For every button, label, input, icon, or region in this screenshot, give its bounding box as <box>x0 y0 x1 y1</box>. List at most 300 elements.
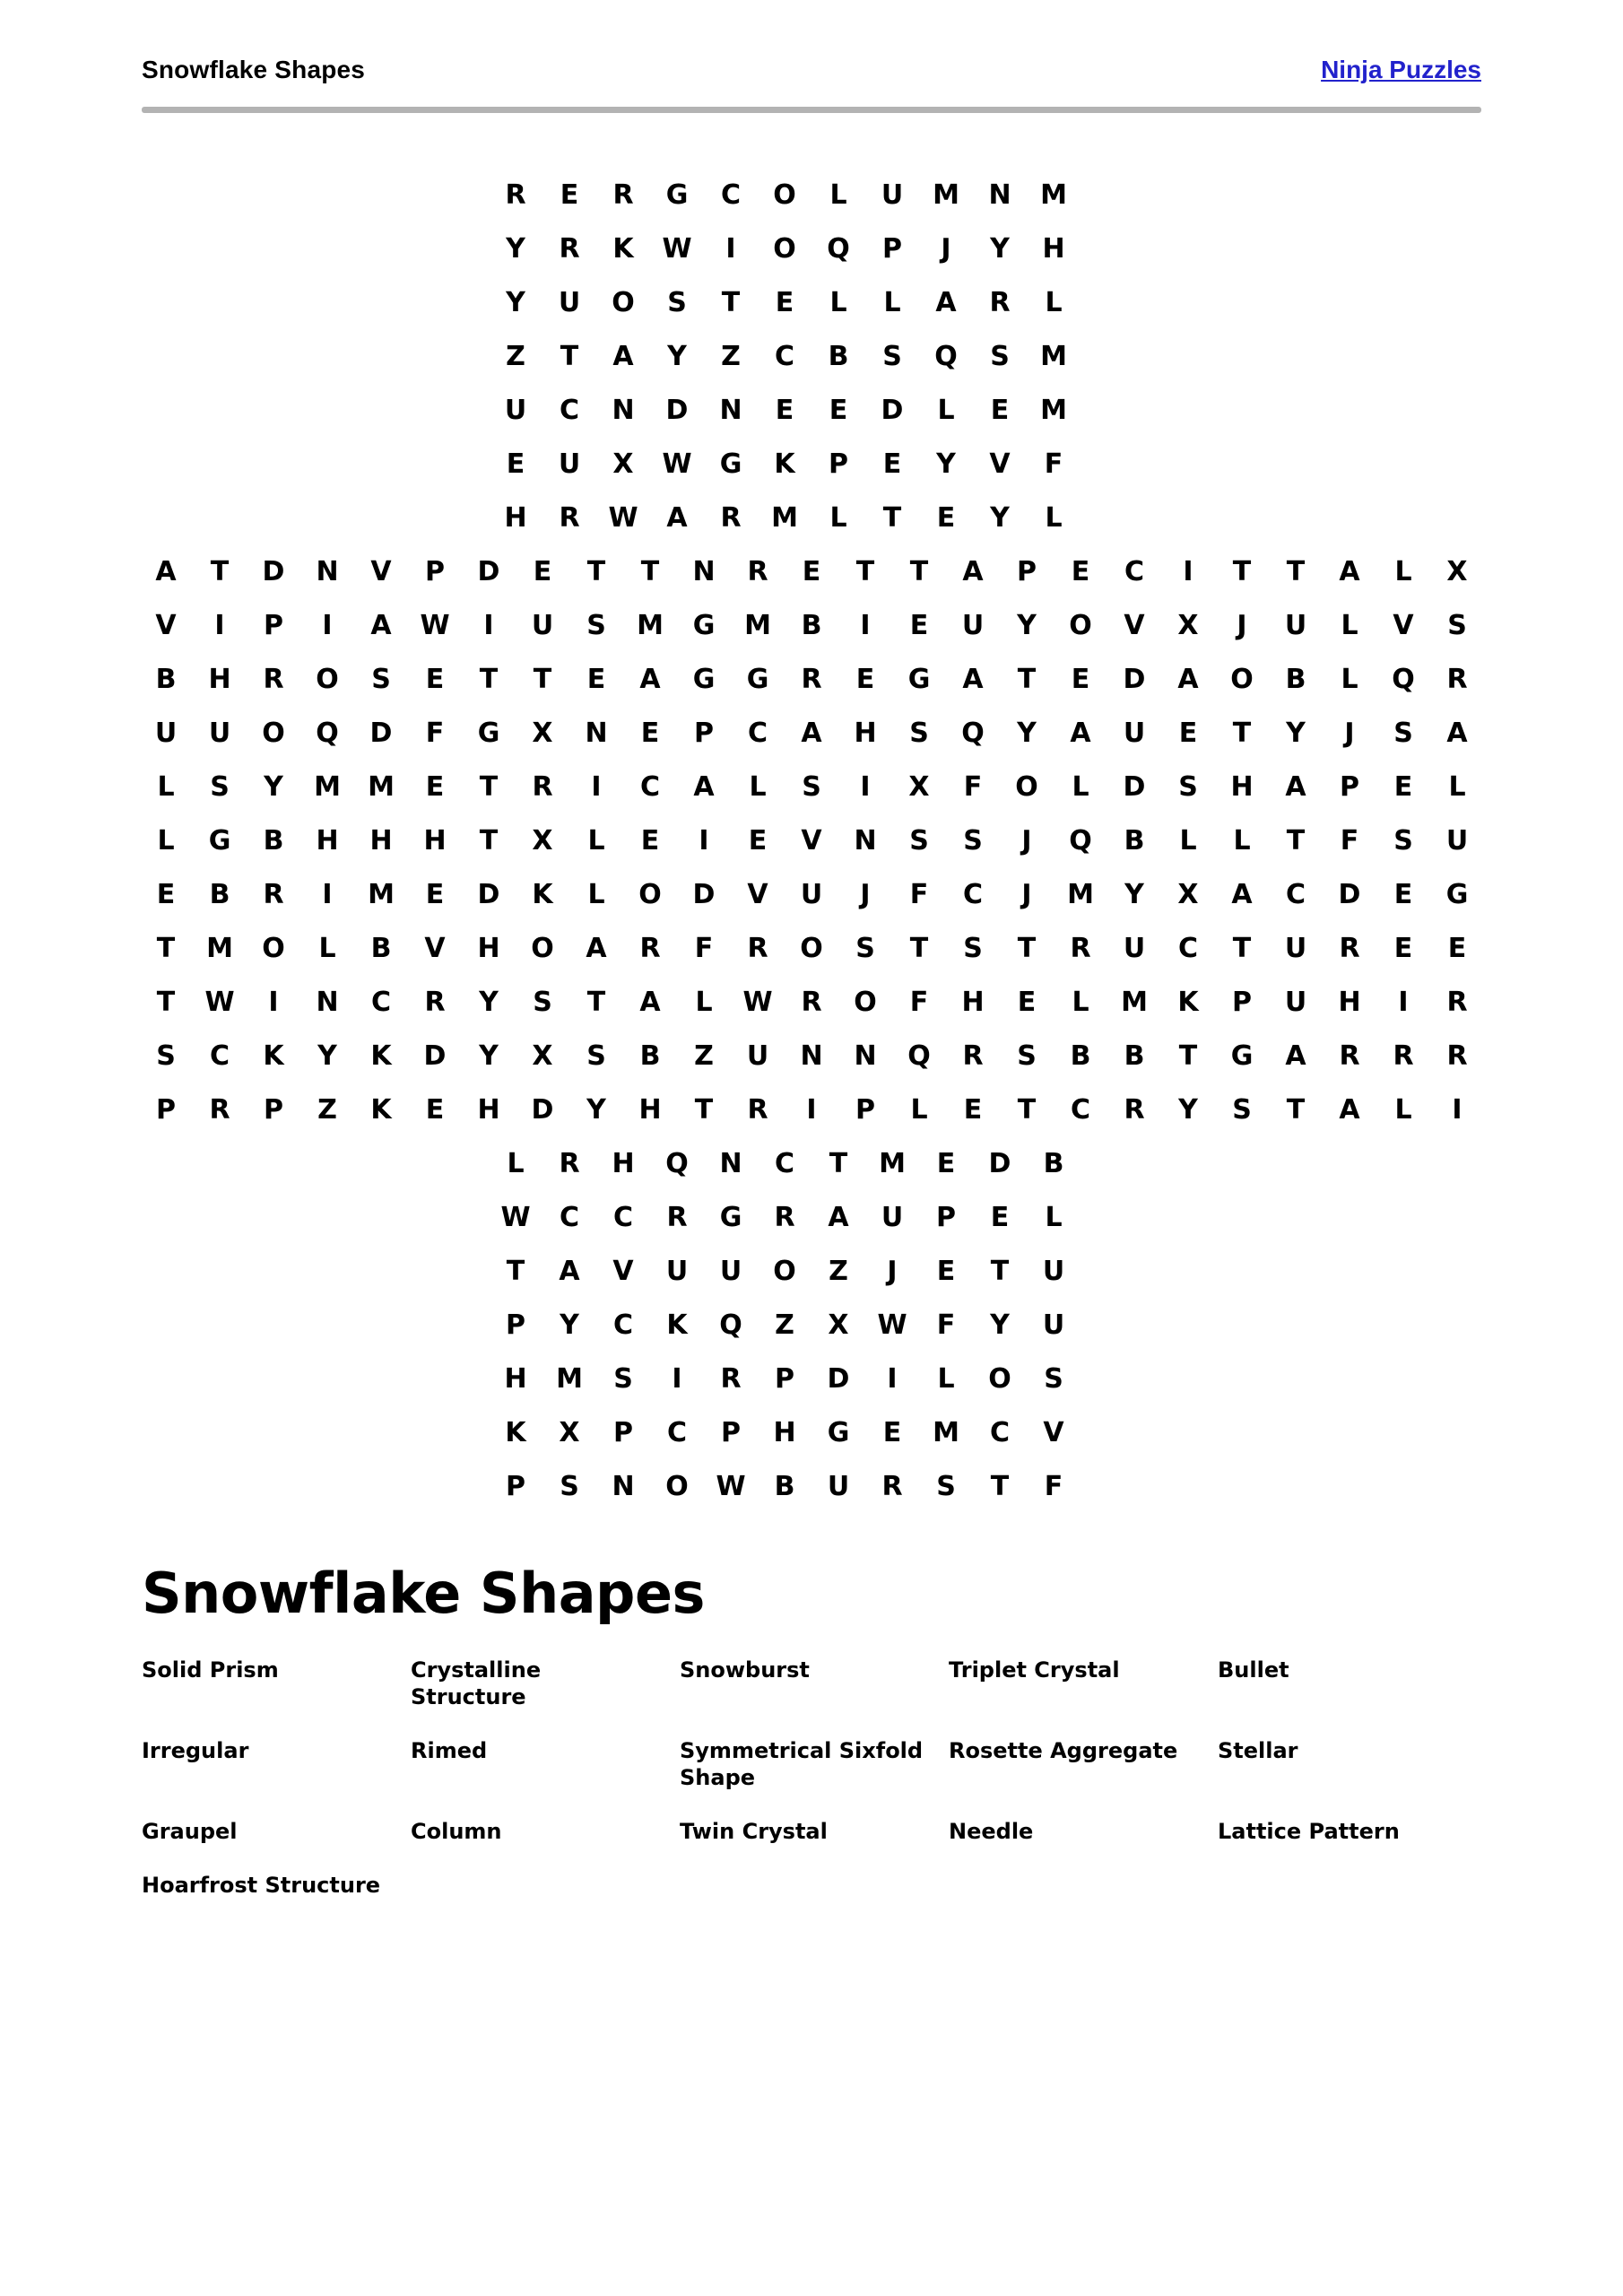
grid-cell[interactable]: E <box>990 395 1010 426</box>
grid-cell[interactable]: F <box>425 718 445 749</box>
grid-cell[interactable]: N <box>719 1148 742 1179</box>
grid-cell[interactable]: R <box>989 287 1011 318</box>
grid-cell[interactable]: G <box>907 664 931 695</box>
grid-cell[interactable]: W <box>500 1202 531 1233</box>
grid-cell[interactable]: E <box>1178 718 1198 749</box>
grid-cell[interactable]: T <box>533 664 552 695</box>
grid-cell[interactable]: S <box>909 825 929 857</box>
grid-cell[interactable]: P <box>721 1417 741 1448</box>
grid-cell[interactable]: Y <box>1124 879 1144 910</box>
grid-cell[interactable]: S <box>1393 825 1413 857</box>
grid-cell[interactable]: K <box>370 1040 392 1072</box>
grid-cell[interactable]: A <box>639 987 661 1018</box>
grid-cell[interactable]: T <box>156 933 176 964</box>
grid-cell[interactable]: Z <box>775 1309 794 1341</box>
grid-cell[interactable]: E <box>533 556 552 587</box>
grid-cell[interactable]: D <box>477 556 500 587</box>
grid-cell[interactable]: T <box>721 287 741 318</box>
grid-cell[interactable]: A <box>639 664 661 695</box>
grid-cell[interactable]: L <box>507 1148 525 1179</box>
grid-cell[interactable]: A <box>1339 1094 1360 1126</box>
grid-cell[interactable]: S <box>882 341 902 372</box>
grid-cell[interactable]: L <box>587 879 605 910</box>
grid-cell[interactable]: G <box>692 664 716 695</box>
grid-cell[interactable]: Y <box>506 287 525 318</box>
grid-cell[interactable]: S <box>371 664 391 695</box>
grid-cell[interactable]: S <box>802 771 821 803</box>
grid-cell[interactable]: V <box>424 933 446 964</box>
grid-cell[interactable]: M <box>771 502 798 534</box>
grid-cell[interactable]: B <box>828 341 849 372</box>
grid-cell[interactable]: R <box>1339 933 1360 964</box>
grid-cell[interactable]: C <box>1177 933 1199 964</box>
grid-cell[interactable]: C <box>1070 1094 1091 1126</box>
grid-cell[interactable]: H <box>773 1417 796 1448</box>
grid-cell[interactable]: D <box>262 556 285 587</box>
grid-cell[interactable]: E <box>1017 987 1037 1018</box>
grid-cell[interactable]: J <box>1021 879 1032 910</box>
grid-cell[interactable]: X <box>559 1417 580 1448</box>
grid-cell[interactable]: N <box>692 556 716 587</box>
grid-cell[interactable]: V <box>1393 610 1414 641</box>
grid-cell[interactable]: I <box>1398 987 1409 1018</box>
grid-cell[interactable]: Y <box>506 233 525 265</box>
grid-cell[interactable]: M <box>368 771 395 803</box>
grid-cell[interactable]: T <box>1178 1040 1198 1072</box>
grid-cell[interactable]: E <box>936 1256 956 1287</box>
grid-cell[interactable]: U <box>208 718 231 749</box>
grid-cell[interactable]: K <box>774 448 795 480</box>
grid-cell[interactable]: W <box>662 233 692 265</box>
grid-cell[interactable]: R <box>1070 933 1091 964</box>
grid-cell[interactable]: T <box>560 341 579 372</box>
grid-cell[interactable]: Y <box>1286 718 1306 749</box>
grid-cell[interactable]: U <box>1042 1309 1065 1341</box>
grid-cell[interactable]: R <box>559 233 580 265</box>
grid-cell[interactable]: R <box>1446 1040 1468 1072</box>
grid-cell[interactable]: T <box>210 556 230 587</box>
grid-cell[interactable]: Y <box>1178 1094 1198 1126</box>
grid-cell[interactable]: E <box>936 502 956 534</box>
grid-cell[interactable]: I <box>806 1094 817 1126</box>
grid-cell[interactable]: O <box>1230 664 1254 695</box>
grid-cell[interactable]: U <box>881 1202 904 1233</box>
grid-cell[interactable]: L <box>1341 610 1358 641</box>
grid-cell[interactable]: O <box>1015 771 1038 803</box>
grid-cell[interactable]: L <box>910 1094 928 1126</box>
grid-cell[interactable]: U <box>1123 718 1146 749</box>
grid-cell[interactable]: M <box>1040 341 1067 372</box>
grid-cell[interactable]: M <box>1121 987 1148 1018</box>
grid-cell[interactable]: M <box>1040 179 1067 211</box>
grid-cell[interactable]: E <box>1071 556 1090 587</box>
grid-cell[interactable]: O <box>262 718 285 749</box>
grid-cell[interactable]: C <box>1124 556 1145 587</box>
grid-cell[interactable]: S <box>613 1363 633 1395</box>
grid-cell[interactable]: R <box>774 1202 795 1233</box>
grid-cell[interactable]: X <box>612 448 634 480</box>
grid-cell[interactable]: J <box>1021 825 1032 857</box>
grid-cell[interactable]: U <box>746 1040 769 1072</box>
grid-cell[interactable]: E <box>748 825 768 857</box>
grid-cell[interactable]: Y <box>990 233 1010 265</box>
grid-cell[interactable]: U <box>504 395 527 426</box>
grid-cell[interactable]: R <box>962 1040 984 1072</box>
word-list-item[interactable]: Rimed <box>411 1738 488 1763</box>
word-list-item[interactable]: Solid Prism <box>142 1657 279 1683</box>
grid-cell[interactable]: L <box>1045 1202 1063 1233</box>
grid-cell[interactable]: A <box>1446 718 1468 749</box>
grid-cell[interactable]: M <box>744 610 771 641</box>
grid-cell[interactable]: N <box>612 1471 635 1502</box>
grid-cell[interactable]: S <box>990 341 1010 372</box>
grid-cell[interactable]: A <box>1285 771 1306 803</box>
grid-cell[interactable]: U <box>1284 610 1307 641</box>
grid-cell[interactable]: W <box>204 987 235 1018</box>
grid-cell[interactable]: H <box>316 825 339 857</box>
grid-cell[interactable]: U <box>1445 825 1469 857</box>
word-list-item[interactable]: Rosette Aggregate <box>949 1738 1178 1763</box>
grid-cell[interactable]: Q <box>316 718 339 749</box>
grid-cell[interactable]: H <box>477 1094 500 1126</box>
word-list-item[interactable]: Twin Crystal <box>680 1819 828 1844</box>
word-list-item[interactable]: Crystalline Structure <box>411 1657 542 1709</box>
grid-cell[interactable]: L <box>1045 287 1063 318</box>
grid-cell[interactable]: E <box>586 664 606 695</box>
grid-cell[interactable]: C <box>559 395 580 426</box>
grid-cell[interactable]: F <box>963 771 983 803</box>
grid-cell[interactable]: K <box>1177 987 1199 1018</box>
word-list-item[interactable]: Graupel <box>142 1819 238 1844</box>
grid-cell[interactable]: T <box>506 1256 525 1287</box>
grid-cell[interactable]: I <box>860 610 871 641</box>
grid-cell[interactable]: B <box>774 1471 795 1502</box>
grid-cell[interactable]: V <box>1043 1417 1064 1448</box>
grid-cell[interactable]: P <box>613 1417 633 1448</box>
grid-cell[interactable]: O <box>773 1256 796 1287</box>
grid-cell[interactable]: A <box>612 341 634 372</box>
grid-cell[interactable]: A <box>155 556 177 587</box>
grid-cell[interactable]: W <box>608 502 638 534</box>
grid-cell[interactable]: T <box>640 556 660 587</box>
grid-cell[interactable]: G <box>1445 879 1469 910</box>
grid-cell[interactable]: Y <box>1017 610 1037 641</box>
grid-cell[interactable]: L <box>937 395 955 426</box>
grid-cell[interactable]: D <box>369 718 393 749</box>
grid-cell[interactable]: H <box>369 825 393 857</box>
grid-cell[interactable]: P <box>506 1471 525 1502</box>
grid-cell[interactable]: G <box>692 610 716 641</box>
grid-cell[interactable]: L <box>829 287 847 318</box>
grid-cell[interactable]: C <box>559 1202 580 1233</box>
grid-cell[interactable]: I <box>322 879 333 910</box>
grid-cell[interactable]: K <box>263 1040 284 1072</box>
grid-cell[interactable]: S <box>1393 718 1413 749</box>
grid-cell[interactable]: G <box>208 825 231 857</box>
grid-cell[interactable]: P <box>156 1094 176 1126</box>
grid-cell[interactable]: N <box>612 395 635 426</box>
grid-cell[interactable]: Q <box>1392 664 1415 695</box>
grid-cell[interactable]: H <box>504 1363 527 1395</box>
grid-cell[interactable]: H <box>612 1148 635 1179</box>
grid-cell[interactable]: G <box>665 179 689 211</box>
grid-cell[interactable]: D <box>881 395 904 426</box>
grid-cell[interactable]: A <box>935 287 957 318</box>
grid-cell[interactable]: T <box>1017 933 1037 964</box>
grid-cell[interactable]: E <box>882 448 902 480</box>
grid-cell[interactable]: C <box>1285 879 1306 910</box>
grid-cell[interactable]: O <box>531 933 554 964</box>
grid-cell[interactable]: L <box>1072 987 1089 1018</box>
grid-cell[interactable]: P <box>506 1309 525 1341</box>
grid-cell[interactable]: L <box>1394 1094 1412 1126</box>
grid-cell[interactable]: S <box>533 987 552 1018</box>
grid-cell[interactable]: B <box>155 664 177 695</box>
grid-cell[interactable]: H <box>854 718 877 749</box>
grid-cell[interactable]: E <box>775 395 794 426</box>
grid-cell[interactable]: E <box>425 879 445 910</box>
grid-cell[interactable]: C <box>720 179 742 211</box>
grid-cell[interactable]: A <box>1231 879 1253 910</box>
grid-cell[interactable]: G <box>719 1202 742 1233</box>
grid-cell[interactable]: R <box>747 933 768 964</box>
grid-cell[interactable]: W <box>662 448 692 480</box>
grid-cell[interactable]: A <box>828 1202 849 1233</box>
grid-cell[interactable]: I <box>268 987 279 1018</box>
grid-cell[interactable]: U <box>719 1256 742 1287</box>
grid-cell[interactable]: E <box>855 664 875 695</box>
grid-cell[interactable]: D <box>827 1363 850 1395</box>
grid-cell[interactable]: R <box>881 1471 903 1502</box>
grid-cell[interactable]: R <box>1393 1040 1414 1072</box>
grid-cell[interactable]: R <box>532 771 553 803</box>
grid-cell[interactable]: Q <box>961 718 985 749</box>
grid-cell[interactable]: L <box>1233 825 1251 857</box>
grid-cell[interactable]: M <box>933 179 959 211</box>
grid-cell[interactable]: D <box>665 395 689 426</box>
grid-cell[interactable]: U <box>1042 1256 1065 1287</box>
grid-cell[interactable]: W <box>877 1309 907 1341</box>
grid-cell[interactable]: E <box>963 1094 983 1126</box>
grid-cell[interactable]: K <box>505 1417 526 1448</box>
grid-cell[interactable]: G <box>746 664 769 695</box>
grid-cell[interactable]: G <box>719 448 742 480</box>
grid-cell[interactable]: Z <box>694 1040 714 1072</box>
grid-cell[interactable]: P <box>882 233 902 265</box>
grid-cell[interactable]: J <box>941 233 951 265</box>
grid-cell[interactable]: R <box>801 987 822 1018</box>
word-list-item[interactable]: Bullet <box>1218 1657 1289 1683</box>
grid-cell[interactable]: H <box>423 825 447 857</box>
grid-cell[interactable]: F <box>1044 1471 1063 1502</box>
grid-cell[interactable]: Q <box>1069 825 1092 857</box>
grid-cell[interactable]: S <box>586 1040 606 1072</box>
grid-cell[interactable]: H <box>208 664 231 695</box>
grid-cell[interactable]: N <box>854 1040 877 1072</box>
grid-cell[interactable]: Q <box>907 1040 931 1072</box>
grid-cell[interactable]: J <box>1237 610 1247 641</box>
grid-cell[interactable]: J <box>1344 718 1355 749</box>
grid-cell[interactable]: T <box>990 1256 1010 1287</box>
grid-cell[interactable]: Y <box>667 341 687 372</box>
grid-cell[interactable]: T <box>882 502 902 534</box>
grid-cell[interactable]: I <box>483 610 494 641</box>
grid-cell[interactable]: S <box>963 933 983 964</box>
grid-cell[interactable]: I <box>699 825 709 857</box>
grid-cell[interactable]: I <box>214 610 225 641</box>
grid-cell[interactable]: C <box>612 1309 634 1341</box>
grid-cell[interactable]: Z <box>506 341 525 372</box>
grid-cell[interactable]: V <box>370 556 392 587</box>
grid-cell[interactable]: N <box>585 718 608 749</box>
grid-cell[interactable]: U <box>1284 933 1307 964</box>
grid-cell[interactable]: T <box>1017 664 1037 695</box>
grid-cell[interactable]: U <box>881 179 904 211</box>
grid-cell[interactable]: E <box>425 664 445 695</box>
grid-cell[interactable]: O <box>773 179 796 211</box>
grid-cell[interactable]: A <box>370 610 392 641</box>
grid-cell[interactable]: C <box>774 1148 795 1179</box>
grid-cell[interactable]: M <box>314 771 341 803</box>
grid-cell[interactable]: N <box>316 987 339 1018</box>
grid-cell[interactable]: L <box>318 933 336 964</box>
grid-cell[interactable]: E <box>425 1094 445 1126</box>
grid-cell[interactable]: U <box>1123 933 1146 964</box>
grid-cell[interactable]: Q <box>665 1148 689 1179</box>
grid-cell[interactable]: S <box>1178 771 1198 803</box>
grid-cell[interactable]: C <box>209 1040 230 1072</box>
grid-cell[interactable]: B <box>209 879 230 910</box>
grid-cell[interactable]: I <box>1452 1094 1462 1126</box>
grid-cell[interactable]: V <box>1124 610 1145 641</box>
grid-cell[interactable]: U <box>827 1471 850 1502</box>
grid-cell[interactable]: V <box>612 1256 634 1287</box>
word-list-item[interactable]: Triplet Crystal <box>949 1657 1120 1683</box>
grid-cell[interactable]: A <box>962 664 984 695</box>
grid-cell[interactable]: L <box>1394 556 1412 587</box>
grid-cell[interactable]: O <box>262 933 285 964</box>
word-list-item[interactable]: Hoarfrost Structure <box>142 1873 381 1898</box>
grid-cell[interactable]: C <box>774 341 795 372</box>
grid-cell[interactable]: P <box>775 1363 794 1395</box>
grid-cell[interactable]: H <box>638 1094 662 1126</box>
grid-cell[interactable]: I <box>887 1363 898 1395</box>
grid-cell[interactable]: S <box>1044 1363 1063 1395</box>
grid-cell[interactable]: Y <box>1017 718 1037 749</box>
grid-cell[interactable]: Y <box>586 1094 606 1126</box>
grid-cell[interactable]: I <box>1183 556 1193 587</box>
grid-cell[interactable]: U <box>154 718 178 749</box>
grid-cell[interactable]: R <box>559 502 580 534</box>
grid-cell[interactable]: E <box>909 610 929 641</box>
grid-cell[interactable]: U <box>558 448 581 480</box>
grid-cell[interactable]: B <box>801 610 822 641</box>
grid-cell[interactable]: L <box>1341 664 1358 695</box>
grid-cell[interactable]: R <box>1124 1094 1145 1126</box>
grid-cell[interactable]: F <box>909 879 929 910</box>
grid-cell[interactable]: M <box>933 1417 959 1448</box>
grid-cell[interactable]: U <box>665 1256 689 1287</box>
grid-cell[interactable]: H <box>1042 233 1065 265</box>
grid-cell[interactable]: L <box>157 771 175 803</box>
grid-cell[interactable]: O <box>988 1363 1011 1395</box>
grid-cell[interactable]: E <box>1447 933 1467 964</box>
grid-cell[interactable]: B <box>1043 1148 1064 1179</box>
grid-cell[interactable]: G <box>477 718 500 749</box>
word-list-item[interactable]: Symmetrical Sixfold Shape <box>680 1738 924 1790</box>
grid-cell[interactable]: G <box>1230 1040 1254 1072</box>
grid-cell[interactable]: X <box>1177 610 1199 641</box>
grid-cell[interactable]: L <box>937 1363 955 1395</box>
grid-cell[interactable]: E <box>1393 933 1413 964</box>
grid-cell[interactable]: T <box>479 825 499 857</box>
grid-cell[interactable]: K <box>666 1309 688 1341</box>
grid-cell[interactable]: M <box>879 1148 906 1179</box>
grid-cell[interactable]: O <box>800 933 823 964</box>
grid-cell[interactable]: P <box>264 610 283 641</box>
grid-cell[interactable]: R <box>1446 664 1468 695</box>
grid-cell[interactable]: S <box>586 610 606 641</box>
grid-cell[interactable]: T <box>156 987 176 1018</box>
grid-cell[interactable]: S <box>855 933 875 964</box>
grid-cell[interactable]: M <box>206 933 233 964</box>
grid-cell[interactable]: H <box>477 933 500 964</box>
grid-cell[interactable]: R <box>747 556 768 587</box>
grid-cell[interactable]: L <box>695 987 713 1018</box>
grid-cell[interactable]: D <box>692 879 716 910</box>
grid-cell[interactable]: E <box>990 1202 1010 1233</box>
grid-cell[interactable]: X <box>532 718 553 749</box>
grid-cell[interactable]: P <box>694 718 714 749</box>
grid-cell[interactable]: N <box>988 179 1011 211</box>
grid-cell[interactable]: I <box>725 233 736 265</box>
grid-cell[interactable]: U <box>1284 987 1307 1018</box>
grid-cell[interactable]: J <box>887 1256 898 1287</box>
grid-cell[interactable]: L <box>157 825 175 857</box>
grid-cell[interactable]: O <box>665 1471 689 1502</box>
grid-cell[interactable]: S <box>560 1471 579 1502</box>
grid-cell[interactable]: Q <box>934 341 958 372</box>
grid-cell[interactable]: S <box>667 287 687 318</box>
grid-cell[interactable]: L <box>829 179 847 211</box>
grid-cell[interactable]: T <box>479 664 499 695</box>
grid-cell[interactable]: Y <box>264 771 283 803</box>
grid-cell[interactable]: A <box>962 556 984 587</box>
grid-cell[interactable]: X <box>532 1040 553 1072</box>
grid-cell[interactable]: B <box>1285 664 1306 695</box>
grid-cell[interactable]: T <box>855 556 875 587</box>
grid-cell[interactable]: L <box>1448 771 1466 803</box>
grid-cell[interactable]: T <box>1232 933 1252 964</box>
grid-cell[interactable]: B <box>370 933 392 964</box>
grid-cell[interactable]: Q <box>827 233 850 265</box>
grid-cell[interactable]: M <box>1040 395 1067 426</box>
grid-cell[interactable]: C <box>989 1417 1011 1448</box>
grid-cell[interactable]: F <box>909 987 929 1018</box>
grid-cell[interactable]: T <box>694 1094 714 1126</box>
grid-cell[interactable]: O <box>638 879 662 910</box>
grid-cell[interactable]: L <box>883 287 901 318</box>
grid-cell[interactable]: Y <box>479 1040 499 1072</box>
grid-cell[interactable]: S <box>1017 1040 1037 1072</box>
grid-cell[interactable]: V <box>747 879 768 910</box>
grid-cell[interactable]: U <box>800 879 823 910</box>
grid-cell[interactable]: E <box>640 825 660 857</box>
grid-cell[interactable]: R <box>1446 987 1468 1018</box>
grid-cell[interactable]: G <box>827 1417 850 1448</box>
grid-cell[interactable]: E <box>829 395 848 426</box>
grid-cell[interactable]: R <box>612 179 634 211</box>
